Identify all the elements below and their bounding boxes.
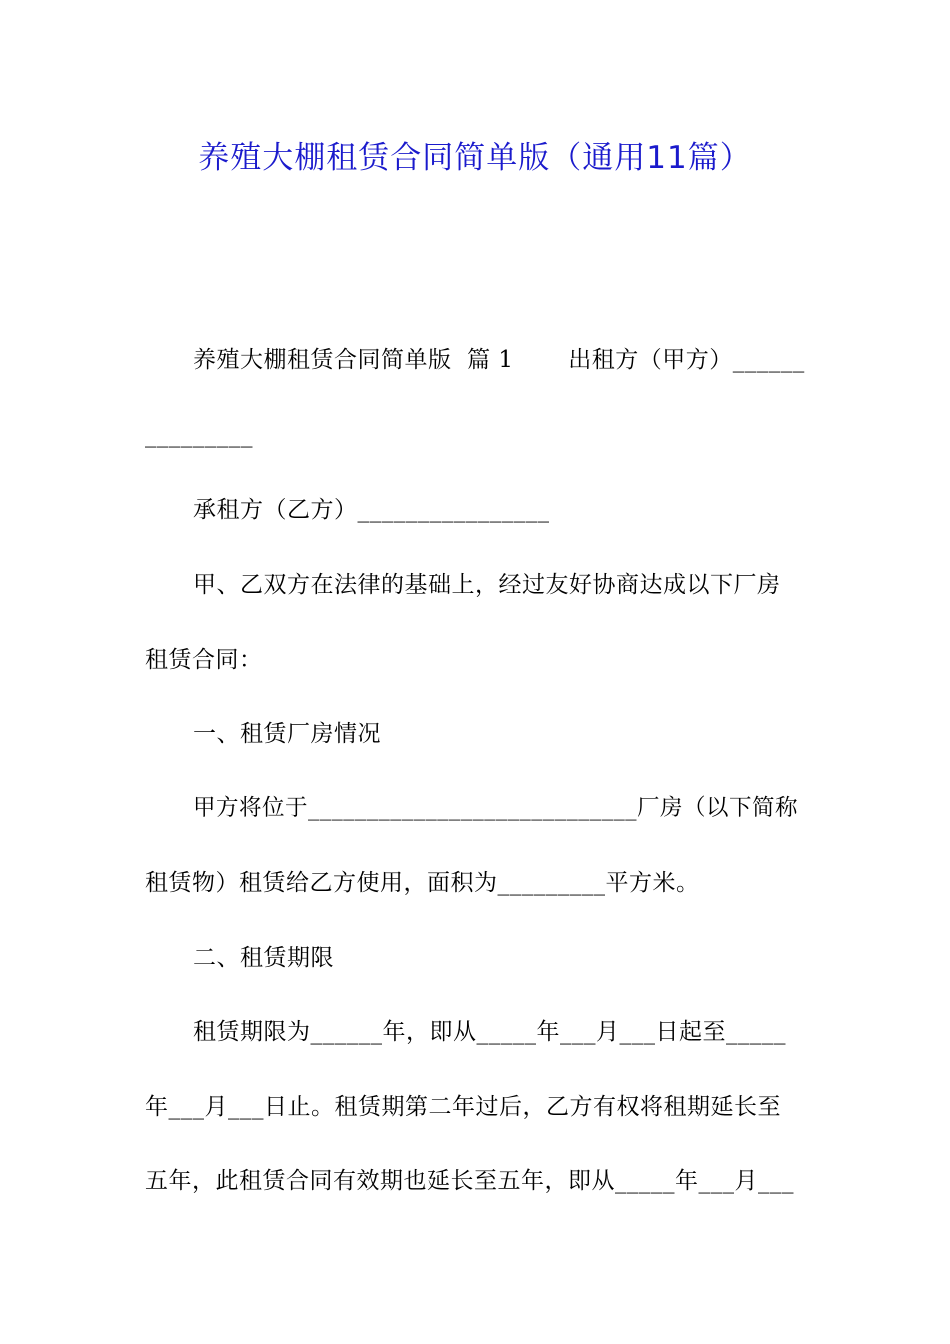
section-heading: 二、租赁期限 — [193, 945, 334, 971]
text-line: 养殖大棚租赁合同简单版 篇 1 出租方（甲方）______ — [193, 347, 805, 373]
text-line: _________ — [145, 422, 253, 448]
text-line: 五年，此租赁合同有效期也延长至五年，即从_____年___月___ — [145, 1168, 794, 1194]
text-line: 租赁物）租赁给乙方使用，面积为_________平方米。 — [145, 870, 700, 896]
text-line: 租赁期限为______年，即从_____年___月___日起至_____ — [193, 1019, 786, 1045]
section-heading: 一、租赁厂房情况 — [193, 721, 381, 747]
text-line: 甲、乙双方在法律的基础上，经过友好协商达成以下厂房 — [193, 572, 781, 598]
text-line: 年___月___日止。租赁期第二年过后，乙方有权将租期延长至 — [145, 1094, 781, 1120]
text-line: 甲方将位于____________________________厂房（以下简称 — [193, 795, 799, 821]
document-title: 养殖大棚租赁合同简单版（通用11篇） — [198, 140, 752, 176]
text-line: 租赁合同： — [145, 647, 263, 673]
text-line: 承租方（乙方）________________ — [193, 497, 550, 523]
